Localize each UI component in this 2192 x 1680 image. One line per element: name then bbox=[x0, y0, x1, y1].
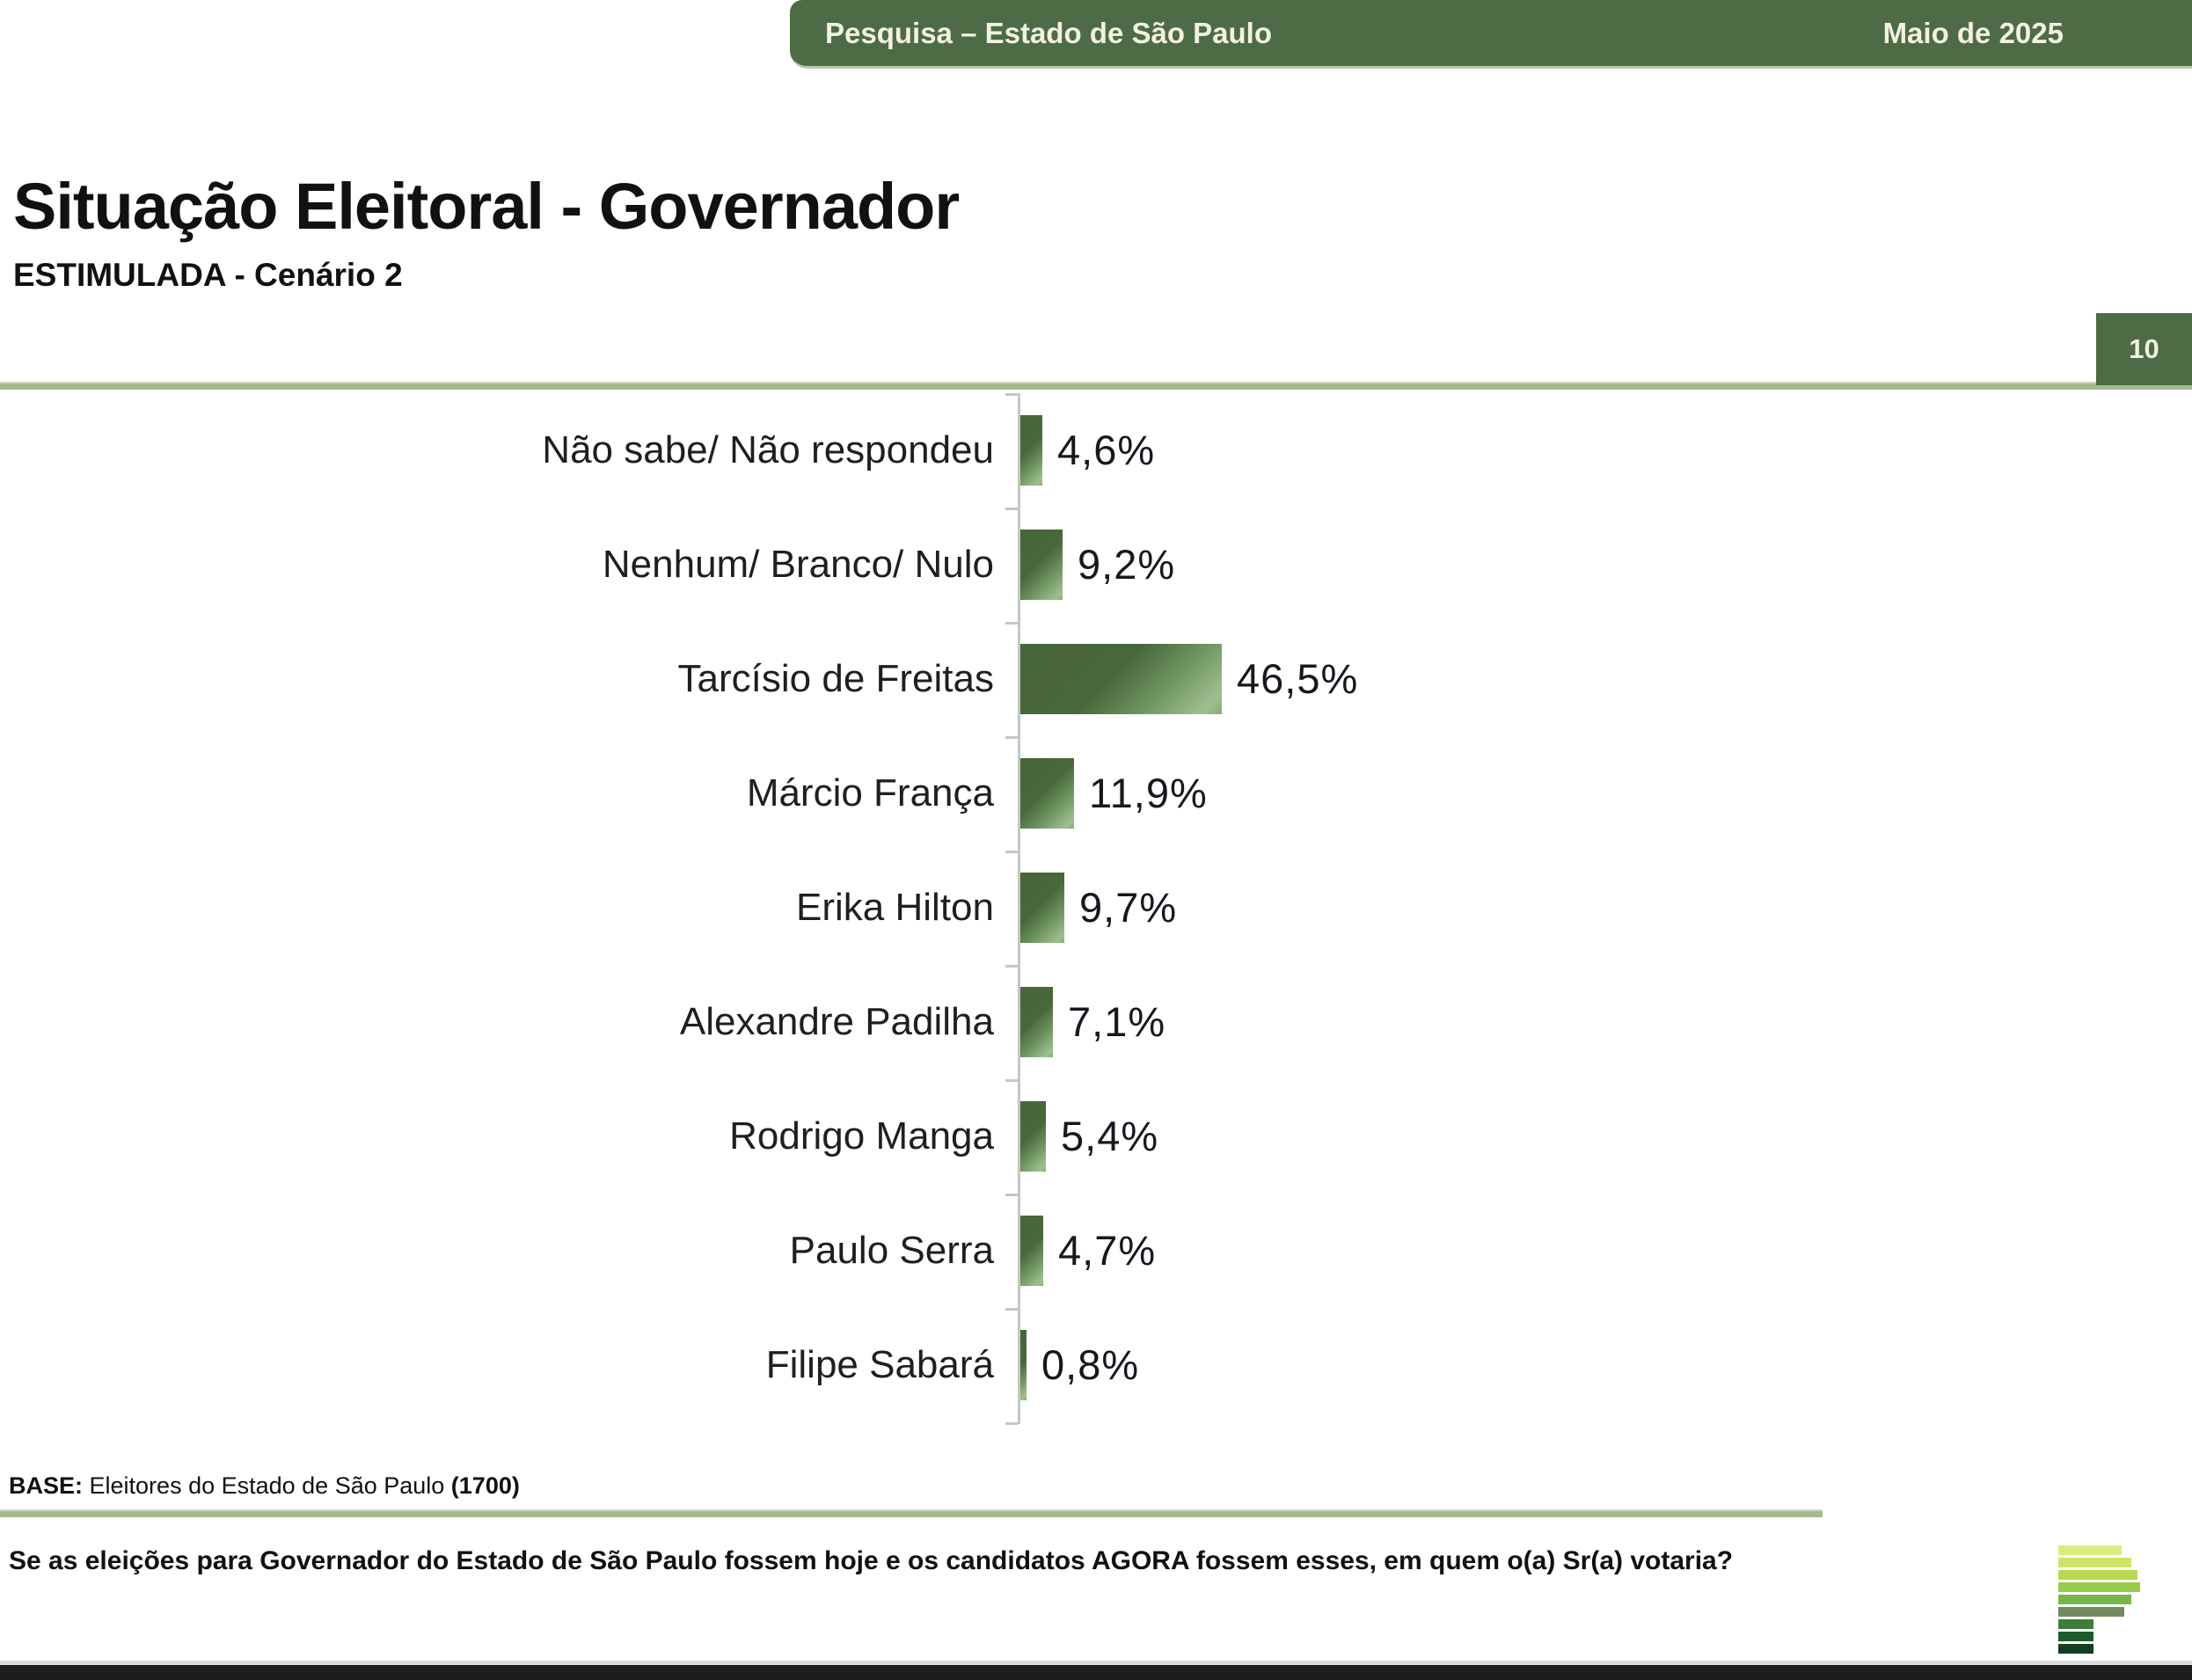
axis-tick bbox=[1005, 508, 1018, 510]
axis-tick bbox=[1005, 622, 1018, 625]
bar bbox=[1020, 530, 1063, 600]
category-label: Erika Hilton bbox=[796, 886, 994, 929]
base-note-prefix: BASE: bbox=[9, 1472, 84, 1499]
value-label: 4,7% bbox=[1058, 1227, 1157, 1274]
logo-bar bbox=[2058, 1595, 2131, 1604]
axis-tick bbox=[1005, 1422, 1018, 1425]
value-label: 4,6% bbox=[1057, 427, 1156, 473]
category-label: Não sabe/ Não respondeu bbox=[542, 428, 994, 471]
page-title: Situação Eleitoral - Governador bbox=[13, 170, 960, 243]
category-label: Márcio França bbox=[746, 771, 994, 814]
value-label: 9,2% bbox=[1078, 541, 1176, 588]
axis-tick bbox=[1005, 965, 1018, 968]
category-label: Alexandre Padilha bbox=[679, 1000, 994, 1043]
category-label: Tarcísio de Freitas bbox=[677, 657, 994, 700]
category-label: Filipe Sabará bbox=[765, 1343, 994, 1386]
axis-tick bbox=[1005, 1194, 1018, 1196]
survey-question: Se as eleições para Governador do Estado de São Paulo fossem hoje e os candidatos AGORA fossem esses, em quem o(a) Sr(a) votaria? bbox=[9, 1546, 1734, 1575]
bar bbox=[1020, 1330, 1027, 1400]
base-note-text: Eleitores do Estado de São Paulo bbox=[83, 1472, 451, 1499]
bar bbox=[1020, 873, 1064, 943]
page-number-badge: 10 bbox=[2096, 313, 2192, 385]
logo-bar bbox=[2058, 1619, 2093, 1629]
page-subtitle: ESTIMULADA - Cenário 2 bbox=[13, 257, 403, 293]
logo-bar bbox=[2058, 1545, 2122, 1555]
value-label: 7,1% bbox=[1068, 998, 1166, 1045]
axis-tick bbox=[1005, 1308, 1018, 1311]
header-bar bbox=[790, 0, 2192, 69]
bar bbox=[1020, 1216, 1043, 1286]
value-label: 5,4% bbox=[1061, 1113, 1159, 1159]
axis-tick bbox=[1005, 736, 1018, 739]
base-note bbox=[9, 1472, 520, 1500]
value-label: 9,7% bbox=[1079, 884, 1178, 931]
header-survey-label: Pesquisa – Estado de São Paulo bbox=[825, 16, 1273, 49]
bar bbox=[1020, 758, 1074, 829]
logo-bar bbox=[2058, 1632, 2093, 1641]
category-label: Nenhum/ Branco/ Nulo bbox=[602, 543, 994, 586]
logo-bar bbox=[2058, 1607, 2124, 1617]
logo-bar bbox=[2058, 1558, 2131, 1567]
axis-tick bbox=[1005, 851, 1018, 853]
base-note-count: (1700) bbox=[450, 1472, 520, 1499]
value-label: 0,8% bbox=[1041, 1341, 1140, 1388]
bar-chart bbox=[0, 393, 2192, 1428]
header-date-label: Maio de 2025 bbox=[1882, 16, 2064, 49]
bar bbox=[1020, 987, 1053, 1057]
axis-tick bbox=[1005, 393, 1018, 396]
footer-strip bbox=[0, 1661, 2192, 1680]
logo-bar bbox=[2058, 1582, 2140, 1592]
research-institute-logo bbox=[2058, 1545, 2155, 1656]
bar bbox=[1020, 644, 1222, 714]
logo-bar bbox=[2058, 1644, 2093, 1654]
top-divider-rule bbox=[0, 382, 2192, 390]
value-label: 46,5% bbox=[1237, 655, 1359, 702]
bar bbox=[1020, 415, 1042, 486]
category-label: Rodrigo Manga bbox=[729, 1114, 994, 1158]
value-label: 11,9% bbox=[1089, 770, 1208, 816]
logo-bar bbox=[2058, 1570, 2137, 1580]
bar bbox=[1020, 1101, 1046, 1172]
bottom-divider-rule bbox=[0, 1509, 1823, 1517]
category-label: Paulo Serra bbox=[789, 1229, 994, 1272]
axis-tick bbox=[1005, 1079, 1018, 1082]
